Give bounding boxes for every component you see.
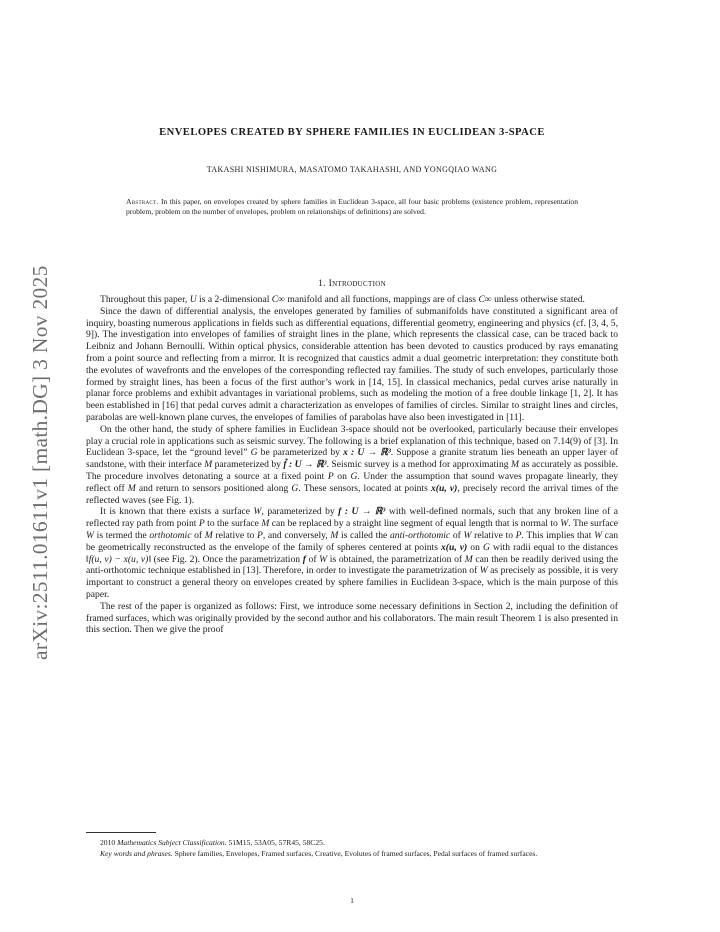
- text-span: of: [191, 529, 205, 541]
- text-span: with well-defined normals, such that any broken line of a reflected ray path from point: [86, 506, 618, 530]
- term-orthotomic: orthotomic: [149, 529, 192, 541]
- math-symbol: G: [291, 482, 299, 494]
- term-anti-orthotomic: anti-orthotomic: [389, 529, 451, 541]
- math-symbol: G: [250, 447, 258, 459]
- paper-title: ENVELOPES CREATED BY SPHERE FAMILIES IN EUCLIDEAN 3-SPACE: [159, 127, 545, 138]
- text-span: is termed the: [94, 529, 150, 541]
- math-symbol: P: [198, 518, 205, 530]
- math-symbol: W: [86, 529, 94, 541]
- math-symbol: P: [256, 529, 263, 541]
- section-heading-introduction: [86, 278, 618, 289]
- arxiv-sidebar-stamp: [8, 250, 52, 660]
- abstract: [126, 197, 578, 218]
- math-expression: ‖f(u, v) − x(u, v)‖: [86, 553, 152, 565]
- math-symbol: W: [594, 529, 603, 541]
- footnote-label: Mathematics Subject Classification.: [117, 838, 227, 847]
- text-span: can then be readily derived using the anti-orthotomic technique established in [13]. Therefore, in order to investigate the parametrization of: [86, 553, 618, 577]
- paper-authors: TAKASHI NISHIMURA, MASATOMO TAKAHASHI, AND YONGQIAO WANG: [206, 165, 498, 174]
- math-symbol: U: [189, 294, 197, 305]
- text-span: is a 2-dimensional: [196, 294, 272, 305]
- text-span: , and conversely,: [262, 529, 331, 541]
- math-symbol: f : U → ℝ³: [338, 506, 386, 518]
- text-span: with radii equal to the distances: [489, 541, 619, 553]
- footnote-rule: [86, 832, 156, 833]
- math-symbol: G: [350, 470, 358, 482]
- text-span: relative to: [212, 529, 257, 541]
- text-span: Throughout this paper,: [100, 294, 190, 305]
- paragraph-5: The rest of the paper is organized as follows: First, we introduce some necessary definitions in Section 2, including the definition of framed surfaces, which was originally provided by the second author and his collaborators. The main result Theorem 1 is also presented in this section. Then we give the proof: [86, 600, 618, 636]
- footnotes: [86, 838, 618, 859]
- abstract-label: Abstract.: [126, 197, 159, 206]
- text-span: and return to sensors positioned along: [135, 482, 292, 494]
- text-span: It is known that there exists a surface: [100, 506, 254, 518]
- math-symbol: f: [302, 553, 306, 565]
- text-span: 2010: [100, 838, 118, 847]
- math-symbol: x(u, v): [441, 541, 468, 553]
- math-symbol: P: [515, 529, 522, 541]
- math-symbol: G: [482, 541, 490, 553]
- text-span: of: [450, 529, 464, 541]
- text-span: , precisely record the arrival times of the reflected waves (see Fig. 1).: [86, 482, 618, 506]
- text-span: as precisely as possible, it is very important to construct a general theory on envelopes created by sphere families in Euclidean 3-space, which is the main purpose of this paper.: [86, 565, 618, 600]
- text-span: can be geometrically reconstructed as the envelope of the family of spheres centered at points: [86, 529, 619, 553]
- math-symbol: W: [463, 529, 472, 541]
- math-symbol: x : U → ℝ³: [343, 447, 391, 459]
- text-span: can be replaced by a straight line segment of equal length that is normal to: [269, 518, 561, 530]
- math-symbol: M: [261, 518, 270, 530]
- text-span: is obtained, the parametrization of: [327, 553, 465, 565]
- text-span: 51M15, 53A05, 57R45, 58C25.: [226, 838, 325, 847]
- text-span: . Suppose a granite stratum lies beneath an upper layer of sandstone, with their interface: [86, 447, 618, 471]
- section-title: 1. Introduction: [318, 278, 386, 289]
- abstract-text: In this paper, on envelopes created by sphere families in Euclidean 3-space, all four basic problems (existence problem, representation problem, problem on the number of envelopes, problem on relationships of definitions) are solved.: [126, 197, 578, 217]
- text-span: . Seismic survey is a method for approximating: [326, 459, 511, 471]
- text-span: be parameterized by: [257, 447, 344, 459]
- math-symbol: W: [253, 506, 262, 518]
- math-symbol: W: [479, 565, 488, 577]
- math-symbol: M: [127, 482, 136, 494]
- math-symbol: M: [204, 459, 213, 471]
- text-span: as accurately as possible. The procedure involves detonating a source at a fixed point: [86, 459, 618, 482]
- text-span: . The surface: [568, 518, 618, 530]
- text-span: is called the: [338, 529, 390, 541]
- paragraph-1: [86, 294, 618, 306]
- text-span: Sphere families, Envelopes, Framed surfaces, Creative, Evolutes of framed surfaces, Pedal surfaces of framed surfaces.: [172, 848, 538, 858]
- math-symbol: M: [464, 553, 473, 565]
- text-span: relative to: [471, 529, 516, 541]
- text-span: (see Fig. 2). Once the parametrization: [151, 553, 303, 565]
- text-span: on: [467, 541, 483, 553]
- math-symbol: x(u, v): [431, 482, 458, 494]
- text-span: . This implies that: [521, 529, 595, 541]
- text-span: to the surface: [204, 518, 262, 530]
- math-symbol: M: [204, 529, 213, 541]
- text-span: . These sensors, located at points: [298, 482, 431, 494]
- footnote-keywords: [86, 849, 618, 860]
- text-span: manifold and all functions, mappings are of class: [285, 294, 479, 305]
- body-text: [86, 294, 618, 636]
- text-span: unless otherwise stated.: [491, 294, 585, 305]
- text-span: , parameterized by: [261, 506, 339, 518]
- paragraph-2: Since the dawn of differential analysis, the envelopes generated by families of submanifolds have constituted a significant area of inquiry, boasting numerous applications in fields such as differential equations, differential geometry, engineering and physics (cf. [3, 4, 5, 9]). The investigation into envelopes of families of straight lines in the plane, which represents the classical case, can be traced back to Leibniz and Johann Bernoulli. Within optical physics, considerable attention has been devoted to caustics produced by rays emanating from a point source and reflecting from a mirror. It is recognized that caustics admit a dual geometric interpretation: they constitute both the evolutes of wavefronts and the envelopes of the corresponding reflected ray families. The study of such envelopes, particularly those formed by straight lines, has been a focus of the first author’s work in [14, 15]. In classical mechanics, pedal curves arise naturally in planar force problems and exhibit advantages in variational problems, such as modeling the motion of a free double linkage [1, 2]. It has been established in [16] that pedal curves admit a characterization as envelopes of families of circles. Similar to straight lines and circles, parabolas are well-known plane curves, the envelopes of families of parabolas have also been investigated in [11].: [86, 305, 618, 423]
- math-symbol: P: [327, 470, 334, 482]
- math-symbol: M: [330, 529, 339, 541]
- arxiv-identifier: arXiv:2511.01611v1 [math.DG] 3 Nov 2025: [28, 265, 52, 660]
- page-number: 1: [350, 896, 354, 905]
- text-span: parameterized by: [212, 459, 284, 471]
- text-span: on: [333, 470, 351, 482]
- math-symbol: C∞: [478, 294, 492, 305]
- math-symbol: f̃ : U → ℝ³: [283, 459, 327, 471]
- footnote-msc: [86, 838, 618, 849]
- math-symbol: M: [511, 459, 519, 471]
- math-symbol: C∞: [271, 294, 286, 305]
- text-span: . Under the assumption that sound waves propagate linearly, they reflect off: [86, 470, 619, 494]
- paragraph-3: [86, 424, 618, 507]
- paragraph-4: [86, 506, 618, 600]
- footnote-label: Key words and phrases.: [100, 848, 173, 858]
- text-span: On the other hand, the study of sphere families in Euclidean 3-space should not be overlooked, particularly because their envelopes play a crucial role in applications such as seismic survey. The following is a brief explanation of this technique, based on 7.14(9) of [3]. In Euclidean 3-space, let the “ground level”: [86, 423, 618, 459]
- math-symbol: W: [560, 518, 569, 530]
- text-span: of: [305, 553, 320, 565]
- math-symbol: W: [319, 553, 328, 565]
